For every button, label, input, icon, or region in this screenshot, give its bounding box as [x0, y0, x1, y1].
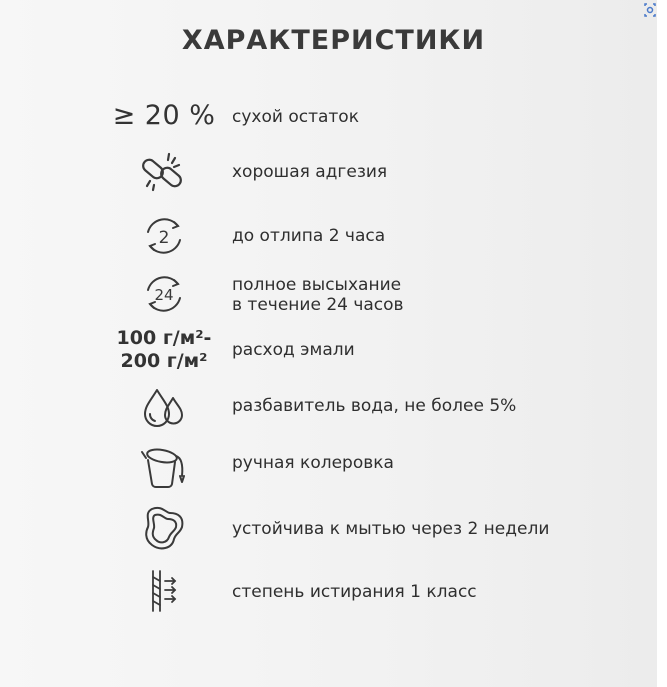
feature-label: расход эмали: [232, 340, 355, 360]
water-drops-icon: [116, 382, 212, 432]
consumption-rate-line: 100 г/м²-: [116, 327, 212, 349]
clock-24-text: 24: [154, 286, 174, 304]
paint-can-pour-icon: [116, 442, 212, 492]
feature-label-line: в течение 24 часов: [232, 295, 404, 315]
abrasion-surface-icon: [116, 567, 212, 615]
clock-2-hours-icon: [116, 212, 212, 260]
consumption-rate-line: 200 г/м²: [120, 350, 208, 372]
sponge-icon: [116, 503, 212, 553]
feature-label: ручная колеровка: [232, 453, 394, 473]
feature-label: хорошая адгезия: [232, 162, 388, 182]
image-search-icon[interactable]: [643, 2, 657, 18]
chain-link-icon: [116, 150, 212, 198]
clock-2-text: 2: [158, 228, 170, 248]
feature-label: сухой остаток: [232, 107, 359, 127]
feature-label: устойчива к мытью через 2 недели: [232, 519, 550, 539]
feature-label: разбавитель вода, не более 5%: [232, 396, 517, 416]
feature-label: [232, 275, 404, 315]
feature-label: до отлипа 2 часа: [232, 226, 386, 246]
clock-24-hours-icon: [116, 270, 212, 318]
feature-label-line: полное высыхание: [232, 275, 402, 295]
page-title: ХАРАКТЕРИСТИКИ: [181, 25, 486, 56]
greater-equal-20-percent: [108, 100, 220, 131]
consumption-rate-text: [104, 327, 224, 373]
feature-label: степень истирания 1 класс: [232, 582, 477, 602]
dry-residue-value: ≥ 20 %: [112, 100, 216, 131]
